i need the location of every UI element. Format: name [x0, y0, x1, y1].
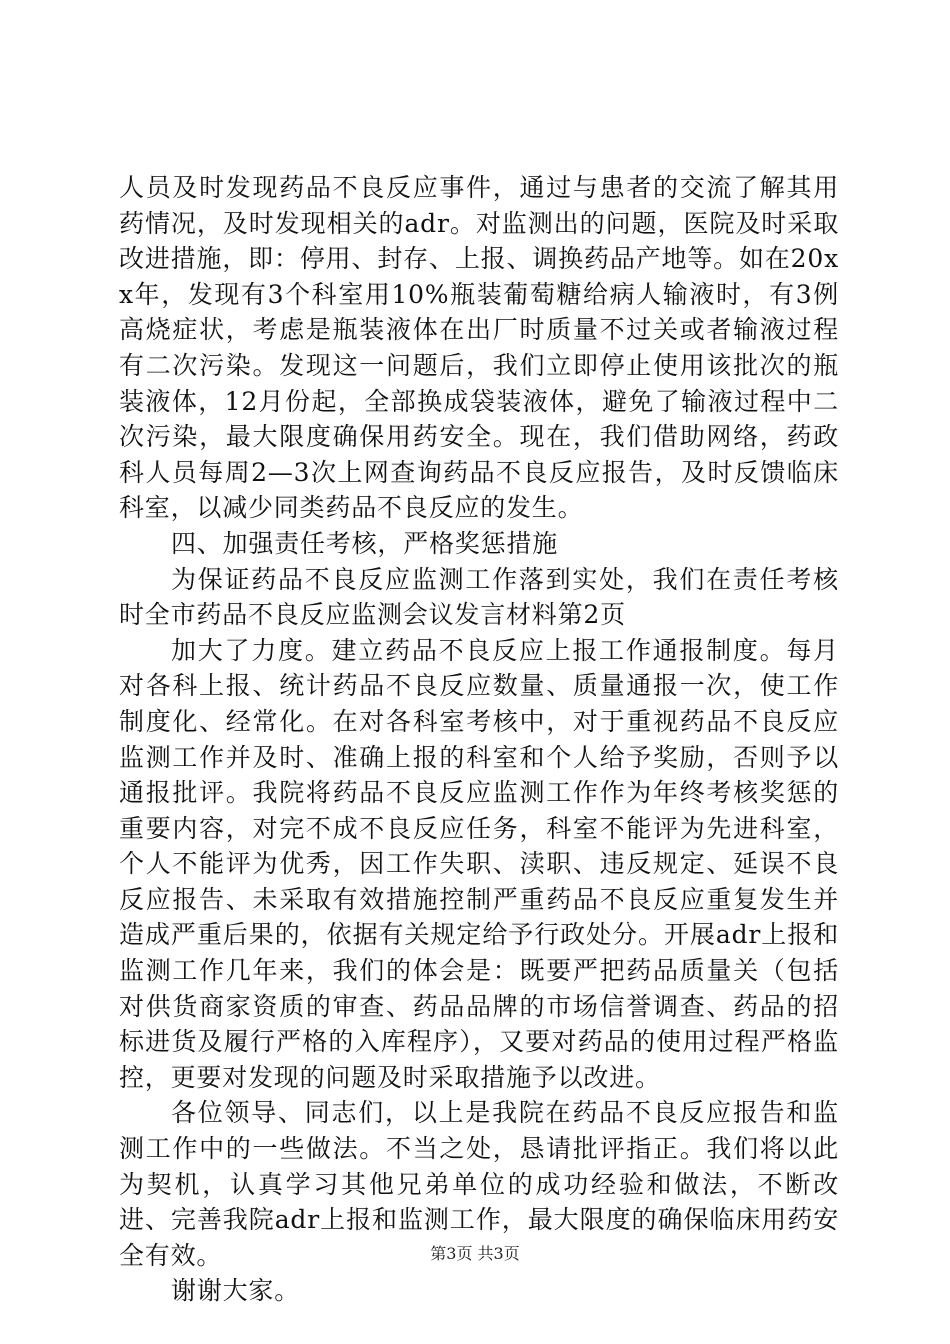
paragraph-thanks: 谢谢大家。	[171, 1276, 301, 1306]
section-heading-responsibility: 四、加强责任考核，严格奖惩措施	[171, 528, 559, 558]
paragraph-reporting-system: 加大了力度。建立药品不良反应上报工作通报制度。每月对各科上报、统计药品不良反应数量、质量通报一次，使工作制度化、经常化。在对各科室考核中，对于重视药品不良反应监测工作并及时、准确上报的科室和个人给予奖励，否则予以通报批评。我院将药品不良反应监测工作作为年终考核奖惩的重要内容，对完不成不良反应任务，科室不能评为先进科室，个人不能评为优秀，因工作失职、渎职、违反规定、延误不良反应报告、未采取有效措施控制严重药品不良反应重复发生并造成严重后果的，依据有关规定给予行政处分。开展adr上报和监测工作几年来，我们的体会是：既要严把药品质量关（包括对供货商家资质的审查、药品品牌的市场信誉调查、药品的招标进货及履行严格的入库程序），又要对药品的使用过程严格监控，更要对发现的问题及时采取措施予以改进。	[119, 635, 839, 1092]
page-footer: 第3页 共3页	[430, 1244, 520, 1263]
document-body	[119, 170, 839, 1309]
paragraph-adr-detection: 人员及时发现药品不良反应事件，通过与患者的交流了解其用药情况，及时发现相关的adr。对监测出的问题，医院及时采取改进措施，即：停用、封存、上报、调换药品产地等。如在20xx年，发现有3个科室用10%瓶装葡萄糖给病人输液时，有3例高烧症状，考虑是瓶装液体在出厂时质量不过关或者输液过程有二次污染。发现这一问题后，我们立即停止使用该批次的瓶装液体，12月份起，全部换成袋装液体，避免了输液过程中二次污染，最大限度确保用药安全。现在，我们借助网络，药政科人员每周2—3次上网查询药品不良反应报告，及时反馈临床科室，以减少同类药品不良反应的发生。	[119, 173, 839, 523]
paragraph-closing-remarks: 各位领导、同志们，以上是我院在药品不良反应报告和监测工作中的一些做法。不当之处，恳请批评指正。我们将以此为契机，认真学习其他兄弟单位的成功经验和做法，不断改进、完善我院adr上报和监测工作，最大限度的确保临床用药安全有效。	[119, 1098, 839, 1270]
paragraph-responsibility-intro: 为保证药品不良反应监测工作落到实处，我们在责任考核时全市药品不良反应监测会议发言材料第2页	[119, 564, 839, 630]
